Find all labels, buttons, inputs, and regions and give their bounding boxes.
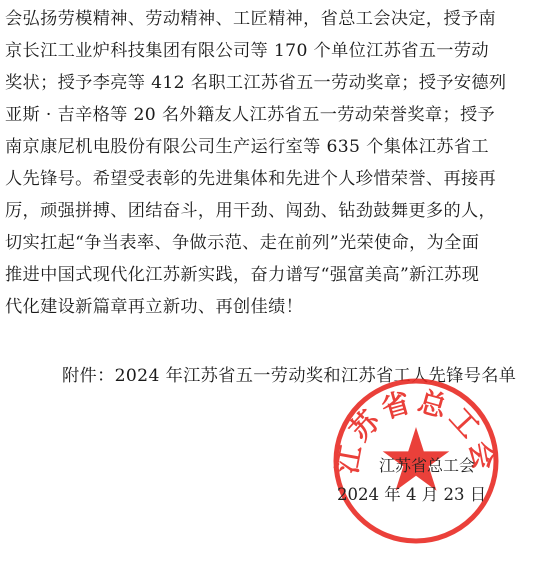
signature-organization: 江苏省总工会 <box>379 456 476 475</box>
body-line: 京长江工业炉科技集团有限公司等 170 个单位江苏省五一劳动 <box>5 41 489 61</box>
body-line: 切实扛起“争当表率、争做示范、走在前列”光荣使命，为全面 <box>5 233 480 253</box>
body-line: 会弘扬劳模精神、劳动精神、工匠精神，省总工会决定，授予南 <box>5 9 497 29</box>
body-line: 亚斯 · 吉辛格等 20 名外籍友人江苏省五一劳动荣誉奖章；授予 <box>5 105 496 125</box>
seal-text: 江苏省总工会 <box>330 384 502 477</box>
body-line: 代化建设新篇章再立新功、再创佳绩！ <box>5 297 304 317</box>
attachment-line: 附件：2024 年江苏省五一劳动奖和江苏省工人先锋号名单 <box>62 366 517 386</box>
body-line: 南京康尼机电股份有限公司生产运行室等 635 个集体江苏省工 <box>5 137 489 157</box>
body-line: 人先锋号。希望受表彰的先进集体和先进个人珍惜荣誉、再接再 <box>5 169 497 189</box>
signature-date: 2024 年 4 月 23 日 <box>337 485 487 504</box>
body-line: 推进中国式现代化江苏新实践，奋力谱写“强富美高”新江苏现 <box>5 265 480 285</box>
body-line: 厉，顽强拼搏、团结奋斗，用干劲、闯劲、钻劲鼓舞更多的人， <box>5 201 497 221</box>
body-line: 奖状；授予李亮等 412 名职工江苏省五一劳动奖章；授予安德列 <box>5 73 507 93</box>
